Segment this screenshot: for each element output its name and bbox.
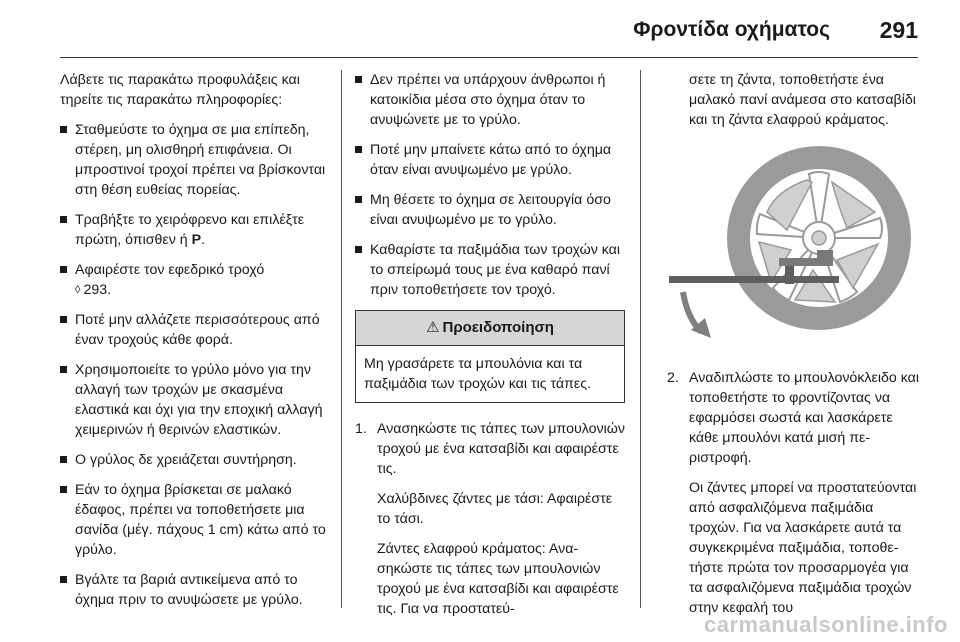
list-item: Σταθμεύστε το όχημα σε μια επίπεδη, στέρεη, μη ολισθηρή επιφάνεια. Οι μπροστινοί τροχοί πρέπει να βρίσκονται στη θέση ευθείας πορείας. xyxy=(60,120,332,200)
intro-paragraph: Λάβετε τις παρακάτω προφυλάξεις και τηρείτε τις παρακάτω πληροφορίες: xyxy=(60,72,300,108)
list-item-text: Τραβήξτε το χειρόφρενο και επιλέξτε πρώτη, όπισθεν ή xyxy=(75,212,305,248)
list-item: Δεν πρέπει να υπάρχουν άνθρωποι ή κατοικίδια μέσα στο όχημα όταν το ανυψώνετε με το γρύλο. xyxy=(355,70,625,130)
step-paragraph: Ζάντες ελαφρού κράματος: Ανασηκώστε τις τάπες των μπουλονιών τροχού με ένα κατσαβίδι και αφαιρέστε τις. Για να προστατεύ- xyxy=(377,541,619,617)
watermark: carmanualsonline.info xyxy=(704,612,948,637)
list-item: Μη θέσετε το όχημα σε λειτουργία όσο είναι ανυψωμένο με το γρύλο. xyxy=(355,190,625,230)
reference-arrow-icon: ◊ xyxy=(75,284,81,296)
wrench-joint-shape xyxy=(785,266,794,284)
step-number: 2. xyxy=(667,370,679,386)
list-item xyxy=(60,210,332,250)
page-number: 291 xyxy=(879,17,918,43)
warning-title: Προειδοποίηση xyxy=(442,319,554,336)
safety-list xyxy=(355,70,625,300)
page-reference[interactable] xyxy=(75,282,111,298)
step-paragraph: Οι ζάντες μπορεί να προστατεύονται από ασφαλιζόμενα παξιμάδια τροχών. Για να λασκάρετε αυτά τα συγκεκριμένα παξιμάδια, τοποθετήστε πρώτα τον προσαρμογέα για τα ασφαλιζόμενα παξιμάδια τροχών στην κεφαλή του xyxy=(689,480,917,616)
column-2 xyxy=(355,70,625,629)
list-item-text: Αφαιρέστε τον εφεδρικό τροχό xyxy=(75,262,265,278)
list-item: Καθαρίστε τα παξιμάδια των τροχών και το σπείρωμά τους με ένα καθαρό πανί πριν τοποθετήσετε τον τροχό. xyxy=(355,240,625,300)
list-item: Χρησιμοποιείτε το γρύλο μόνο για την αλλαγή των τροχών με σκασμένα ελαστικά και όχι για την εποχική αλλαγή χειμερινών ή θερινών ελαστικών. xyxy=(60,360,332,440)
step-text: Αναδιπλώστε το μπουλονόκλειδο και τοποθετήστε το φροντίζοντας να εφαρμόσει σωστά και λασκάρετε κάθε μπουλόνι κατά μισή περιστροφή. xyxy=(689,370,919,466)
header-rule xyxy=(60,57,918,58)
page-reference-number: 293. xyxy=(83,282,112,298)
step-1 xyxy=(355,419,625,619)
step-paragraph: Χαλύβδινες ζάντες με τάσι: Αφαιρέστε το τάσι. xyxy=(377,491,613,527)
warning-triangle-icon: ⚠ xyxy=(426,319,440,336)
gear-p-label: P xyxy=(191,232,202,248)
wrench-socket-shape xyxy=(817,250,833,266)
column-divider-2 xyxy=(640,70,641,608)
continuation-paragraph: σετε τη ζάντα, τοποθετήστε ένα μαλακό πανί ανάμεσα στο κατσαβίδι και τη ζάντα ελαφρού κράματος. xyxy=(689,72,916,128)
list-item: Ποτέ μην αλλάζετε περισσότερους από έναν τροχούς κάθε φορά. xyxy=(60,310,332,350)
hub-center-shape xyxy=(812,231,826,245)
step-number: 1. xyxy=(355,421,367,437)
column-3 xyxy=(667,70,923,628)
wheel-wrench-svg xyxy=(667,142,929,352)
list-item: Ο γρύλος δε χρειάζεται συντήρηση. xyxy=(60,450,332,470)
step-text: Ανασηκώστε τις τάπες των μπουλονιών τροχού με ένα κατσαβίδι και αφαιρέστε τις. xyxy=(377,421,625,477)
list-item xyxy=(60,260,332,300)
list-item-end: . xyxy=(201,232,206,248)
warning-box xyxy=(355,310,625,403)
list-item: Εάν το όχημα βρίσκεται σε μαλακό έδαφος, πρέπει να τοποθετήσετε μια σανίδα (μέγ. πάχους 1 cm) κάτω από το γρύλο. xyxy=(60,480,332,560)
column-1 xyxy=(60,70,332,620)
wheel-wrench-illustration xyxy=(667,142,929,352)
precautions-list xyxy=(60,120,332,610)
list-item: Βγάλτε τα βαριά αντικείμενα από το όχημα πριν το ανυψώσετε με γρύλο. xyxy=(60,570,332,610)
warning-text: Μη γρασάρετε τα μπουλόνια και τα παξιμάδια των τροχών και τις τάπες. xyxy=(364,356,591,392)
step-2 xyxy=(667,368,923,618)
list-item: Ποτέ μην μπαίνετε κάτω από το όχημα όταν είναι ανυψωμένο με γρύλο. xyxy=(355,140,625,180)
page-title: Φροντίδα οχήματος xyxy=(633,18,830,41)
warning-header xyxy=(356,311,624,346)
wrench-handle-shape xyxy=(669,276,839,283)
column-divider-1 xyxy=(341,70,342,608)
